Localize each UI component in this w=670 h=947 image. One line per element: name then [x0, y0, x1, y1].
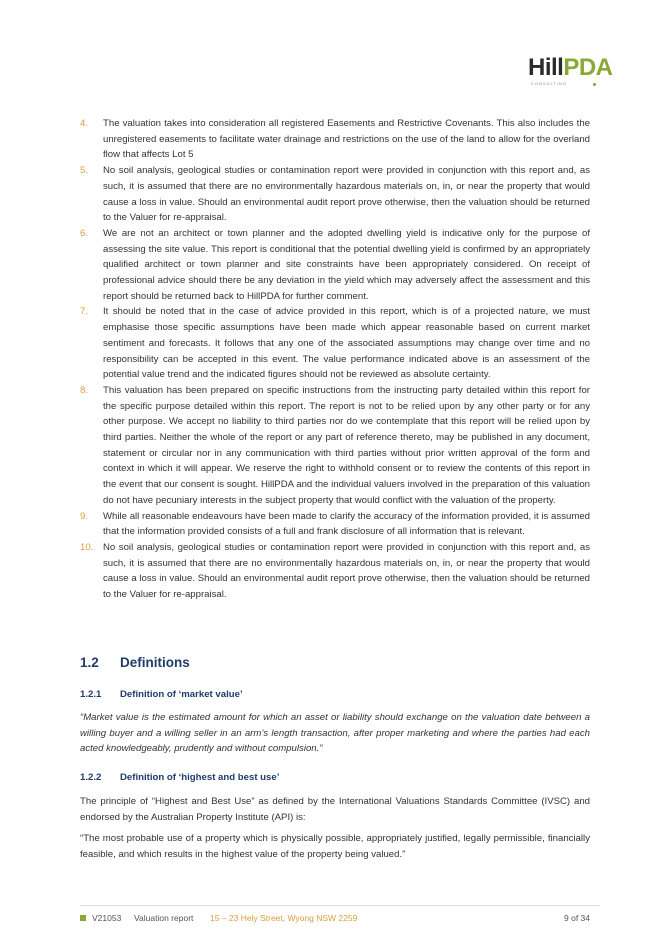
logo-subtitle: CONSULTING: [531, 81, 567, 86]
market-value-definition: “Market value is the estimated amount for which an asset or liability should exchange on the valuation date between a willing buyer and a willing seller in an arm’s length transaction, after proper marketing and where the parties had each acted knowledgeably, prudently and without compulsion.”: [80, 712, 590, 755]
list-item-number: 5.: [80, 165, 89, 177]
list-item-text: No soil analysis, geological studies or contamination report were provided in conjunction with this report and, as such, it is assumed that there are no environmentally hazardous materials on, in, or near the property that would cause a loss in value. Should an environmental audit report prove otherwise, then the valuation should be returned to the Valuer for re-appraisal.: [103, 165, 590, 224]
list-item-number: 9.: [80, 510, 89, 522]
list-item-text: We are not an architect or town planner and the adopted dwelling yield is indicative only for the purpose of assessing the site value. This report is conditional that the potential dwelling yield is confirmed by an appropriately qualified architect or town planner and site constraints have been appropriately considered. On receipt of professional advice should there be any deviation in the yield which may adversely affect the assessment and this report should be returned back to HillPDA for further comment.: [103, 227, 590, 302]
subsection-number: 1.2.1: [80, 689, 102, 700]
list-item-text: While all reasonable endeavours have been made to clarify the accuracy of the information provided, it is assumed that the information provided consists of a full and frank disclosure of all information that is relevant.: [103, 510, 590, 538]
subsection-heading-highest-best-use: [80, 772, 279, 783]
highest-best-use-quote: “The most probable use of a property which is physically possible, appropriately justified, legally permissible, financially feasible, and which results in the highest value of the property being valued.”: [80, 833, 590, 860]
list-item: [80, 163, 590, 226]
logo-dot: [593, 83, 596, 86]
subsection-heading-market-value: [80, 689, 243, 700]
list-item-number: 6.: [80, 227, 89, 239]
footer-address: 15 – 23 Hely Street, Wyong NSW 2259: [210, 913, 358, 923]
list-item-text: The valuation takes into consideration all registered Easements and Restrictive Covenants. This also includes the unregistered easements to facilitate water drainage and restrictions on the use of the land to allow for the overland flow that affects Lot 5: [103, 118, 590, 161]
list-item: [80, 383, 590, 509]
footer-reference: V21053: [92, 913, 122, 923]
footer-square-icon: [80, 915, 86, 921]
list-item: [80, 226, 590, 305]
company-logo: [528, 54, 628, 92]
section-number: 1.2: [80, 655, 99, 670]
subsection-title: Definition of ‘highest and best use’: [120, 772, 280, 783]
list-item-number: 7.: [80, 306, 89, 318]
list-item-number: 10.: [80, 541, 94, 553]
list-item-number: 8.: [80, 384, 89, 396]
subsection-title: Definition of ‘market value’: [120, 689, 243, 700]
list-item: [80, 304, 590, 383]
subsection-number: 1.2.2: [80, 772, 102, 783]
list-item-text: This valuation has been prepared on specific instructions from the instructing party detailed within this report for the specific purpose detailed within this report. The report is not to be relied upon by any other party or for any other purpose. We accept no liability to third parties nor do we contemplate that this report will be relied upon by third parties. Neither the whole of the report or any part of reference thereto, may be published in any document, statement or circular nor in any communication with third parties without prior written approval of the form and context in which it will appear. We reserve the right to withhold consent or to review the contents of this report in the event that our consent is sought. HillPDA and the individual valuers involved in the preparation of this valuation do not have pecuniary interests in the subject property that would conflict with the valuation of the property.: [103, 384, 590, 506]
list-item-text: No soil analysis, geological studies or contamination report were provided in conjunction with this report and, as such, it is assumed that there are no environmentally hazardous materials on, in, or near the property that would cause a loss in value. Should an environmental audit report prove otherwise, then the valuation should be returned to the Valuer for re-appraisal.: [103, 541, 590, 601]
list-item-number: 4.: [80, 118, 89, 129]
footer-doc-title: Valuation report: [134, 913, 194, 923]
assumptions-list: [80, 116, 590, 603]
section-heading-definitions: [80, 655, 190, 670]
highest-best-use-intro: The principle of “Highest and Best Use” as defined by the International Valuations Standards Committee (IVSC) and endorsed by the Australian Property Institute (API) is:: [80, 796, 590, 823]
list-item: [80, 540, 590, 603]
list-item-text: It should be noted that in the case of advice provided in this report, which is of a projected nature, we must emphasise those specific assumptions have been made which appear reasonable based on current market sentiment and forecasts. It follows that any one of the associated assumptions may change over time and no responsibility can be accepted in this event. The value performance indicated above is an assessment of the potential value trend and the indicated figures should not be reviewed as absolute certainty.: [103, 306, 590, 381]
list-item: [80, 116, 590, 163]
footer-divider: [80, 905, 600, 906]
section-title: Definitions: [120, 655, 190, 670]
list-item: [80, 509, 590, 540]
logo-wordmark: HillPDA: [528, 54, 613, 81]
page-number: 9 of 34: [564, 913, 590, 923]
